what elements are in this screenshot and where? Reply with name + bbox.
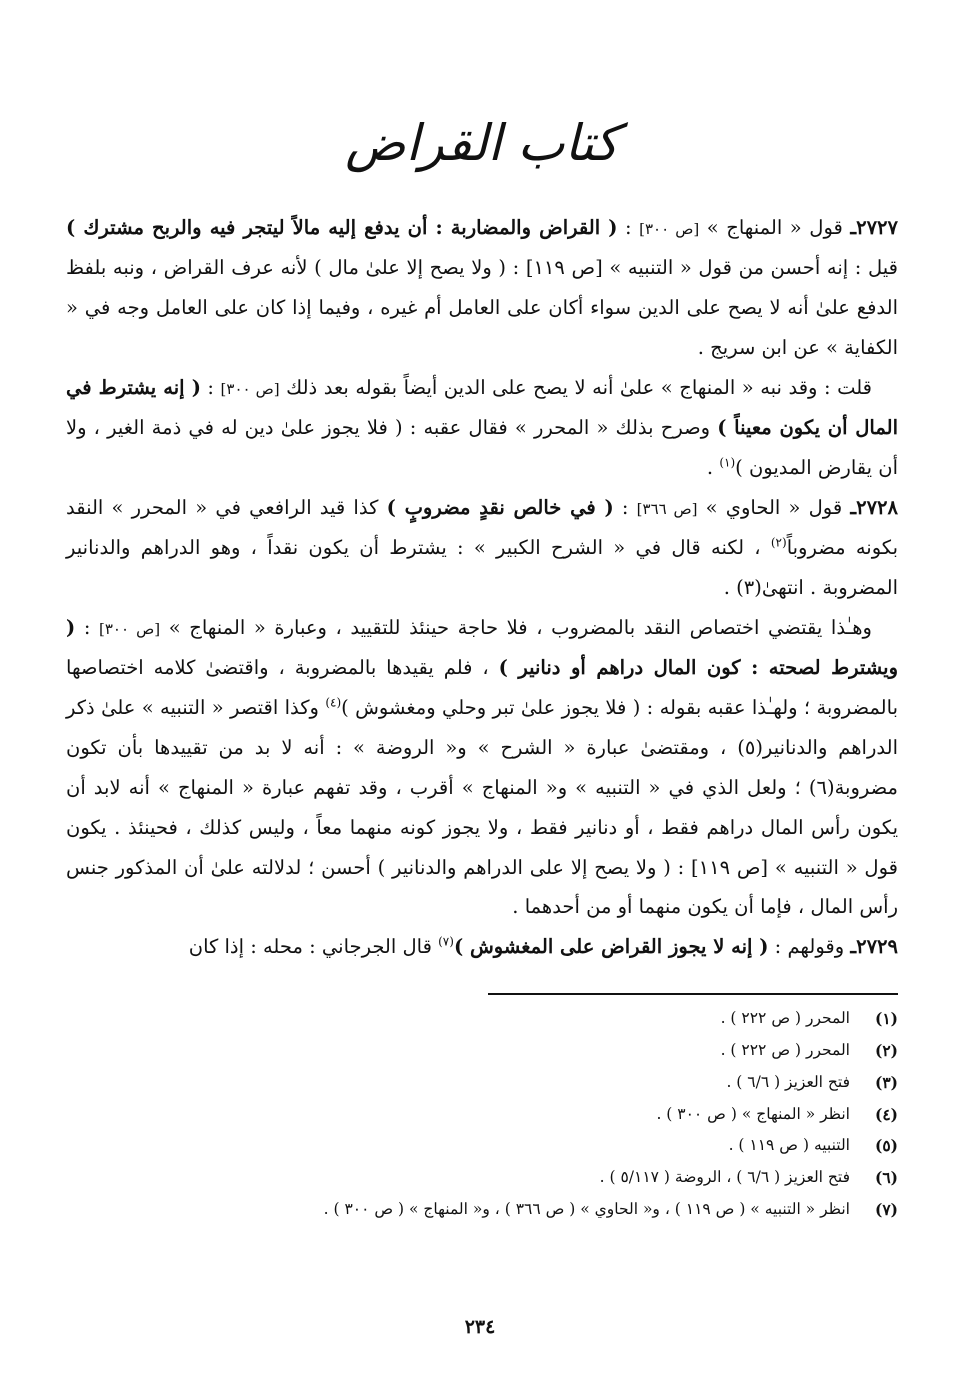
entry-number: ٢٧٢٩ـ — [850, 935, 898, 959]
footnote-item — [66, 1162, 898, 1194]
footnote-item — [66, 1099, 898, 1131]
text-run: . — [706, 455, 720, 479]
footnote-divider — [488, 993, 898, 995]
footnote-marker[interactable]: (٤) — [325, 695, 342, 710]
paragraph-comment-2 — [66, 608, 898, 928]
text-run: كذا قيد الرافعي في « المحرر » النقد بكونه مضروباً — [66, 495, 898, 559]
page-reference: [ص ٣٠٠] — [98, 619, 161, 638]
footnote-item — [66, 1067, 898, 1099]
footnote-number: (٢) — [874, 1041, 898, 1061]
footnote-marker[interactable]: (١) — [719, 455, 736, 470]
footnote-text: فتح العزيز ( ٦/٦ ) . — [726, 1072, 850, 1091]
text-run: : — [613, 495, 637, 519]
footnote-marker[interactable]: (٢) — [770, 535, 787, 550]
paragraph-2728 — [66, 488, 898, 608]
main-text — [66, 208, 898, 967]
quoted-text: ( ويشترط لصحته : كون المال دراهم أو دنانير ) — [66, 615, 898, 679]
footnote-item — [66, 1003, 898, 1035]
text-run: قال الجرجاني : محله : إذا كان — [188, 935, 439, 959]
entry-number: ٢٧٢٧ـ — [850, 216, 898, 239]
text-run: : — [200, 375, 221, 399]
footnote-number: (٧) — [874, 1200, 898, 1219]
footnote-text: المحرر ( ص ٢٢٢ ) . — [720, 1041, 850, 1060]
page-reference: [ص ٣٠٠] — [639, 220, 700, 238]
text-run: وهـٰذا يقتضي اختصاص النقد بالمضروب ، فلا حاجة حينئذ للتقييد ، وعبارة « المنهاج » — [160, 615, 872, 639]
footnote-number: (٥) — [874, 1136, 898, 1156]
page-reference: [ص ٣٠٠] — [220, 379, 280, 398]
text-run: ، لكنه قال في « الشرح الكبير » : يشترط أن يكون نقداً ، وهو الدراهم والدنانير المضروبة . انتهىٰ(٣) . — [66, 535, 898, 599]
footnote-text: فتح العزيز ( ٦/٦ ) ، الروضة ( ٥/١١٧ ) . — [599, 1168, 850, 1187]
text-run: : — [617, 216, 640, 239]
footnote-number: (٣) — [874, 1072, 898, 1092]
quoted-text: ( في خالص نقدٍ مضروبٍ ) — [386, 495, 614, 519]
text-run: وصرح بذلك « المحرر » فقال عقبه : ( فلا يجوز علىٰ دين له في ذمة الغير ، ولا أن يقارض المديون ) — [66, 415, 898, 479]
paragraph-comment-1 — [66, 368, 898, 488]
footnote-item — [66, 1194, 898, 1226]
text-run: وقولهم : — [768, 935, 851, 959]
quoted-text: ( إنه لا يجوز القراض على المغشوش ) — [453, 935, 769, 959]
footnote-text: انظر « التنبيه » ( ص ١١٩ ) ، و« الحاوي » ( ص ٣٦٦ ) ، و« المنهاج » ( ص ٣٠٠ ) . — [323, 1200, 850, 1218]
footnote-marker[interactable]: (٧) — [438, 934, 454, 949]
quoted-text: ( القراض والمضاربة : أن يدفع إليه مالاً ليتجر فيه والربح مشترك ) — [66, 216, 618, 239]
text-run: قول « المنهاج » — [699, 216, 851, 239]
text-run: : — [75, 615, 99, 639]
paragraph-2729 — [66, 927, 898, 967]
footnote-text: التنبيه ( ص ١١٩ ) . — [728, 1136, 850, 1155]
page-number: ٢٣٤ — [464, 1316, 496, 1338]
entry-number: ٢٧٢٨ـ — [850, 495, 898, 519]
footnote-number: (٦) — [874, 1168, 898, 1188]
text-run: قول « الحاوي » — [697, 495, 851, 519]
paragraph-2727 — [66, 208, 898, 368]
footnote-item — [66, 1130, 898, 1162]
page-reference: [ص ٣٦٦] — [636, 499, 698, 518]
footnote-list — [66, 1003, 898, 1225]
text-run: ، فلم يقيدها بالمضروبة ، واقتضىٰ كلامه اختصاصها بالمضروبة ؛ ولهـٰذا عقبه بقوله : ( فلا يجوز علىٰ تبر وحلي ومغشوش ) — [66, 655, 898, 719]
text-run: قلت : وقد نبه « المنهاج » علىٰ أنه لا يصح على الدين أيضاً بقوله بعد ذلك — [279, 375, 873, 399]
chapter-title: كتاب القراض — [345, 114, 619, 172]
footnote-item — [66, 1035, 898, 1067]
quoted-text: ( إنه يشترط في المال أن يكون معيناً ) — [66, 375, 898, 439]
footnote-number: (١) — [874, 1009, 898, 1029]
text-run: وكذا اقتصر « التنبيه » علىٰ ذكر الدراهم والدنانير(٥) ، ومقتضىٰ عبارة « الشرح » و« الروضة » : أنه لا بد من تقييدها بأن تكون مضروبة(٦) ؛ ولعل الذي في « التنبيه » و« المنهاج » أقرب ، وقد تفهم عبارة « المنهاج » أنه لابد أن يكون رأس المال دراهم فقط ، أو دنانير فقط ، ولا يجوز كونه منهما معاً ، وليس كذلك ، فحينئذ . يكون قول « التنبيه » [ص ١١٩] : ( ولا يصح إلا على الدراهم والدنانير ) أحسن ؛ لدلالته علىٰ أن المذكور جنس رأس المال ، فإما أن يكون منهما أو من أحدهما . — [66, 695, 898, 919]
footnote-number: (٤) — [874, 1104, 898, 1124]
footnote-text: المحرر ( ص ٢٢٢ ) . — [720, 1009, 850, 1028]
text-run: قيل : إنه أحسن من قول « التنبيه » [ص ١١٩] : ( ولا يصح إلا علىٰ مال ) لأنه عرف القراض ، ونبه بلفظ الدفع علىٰ أنه لا يصح على الدين سواء أكان على العامل أم غيره ، وفيما إذا كان على العامل وجه في « الكفاية » عن ابن سريج . — [66, 255, 898, 359]
footnote-text: انظر « المنهاج » ( ص ٣٠٠ ) . — [656, 1104, 850, 1123]
